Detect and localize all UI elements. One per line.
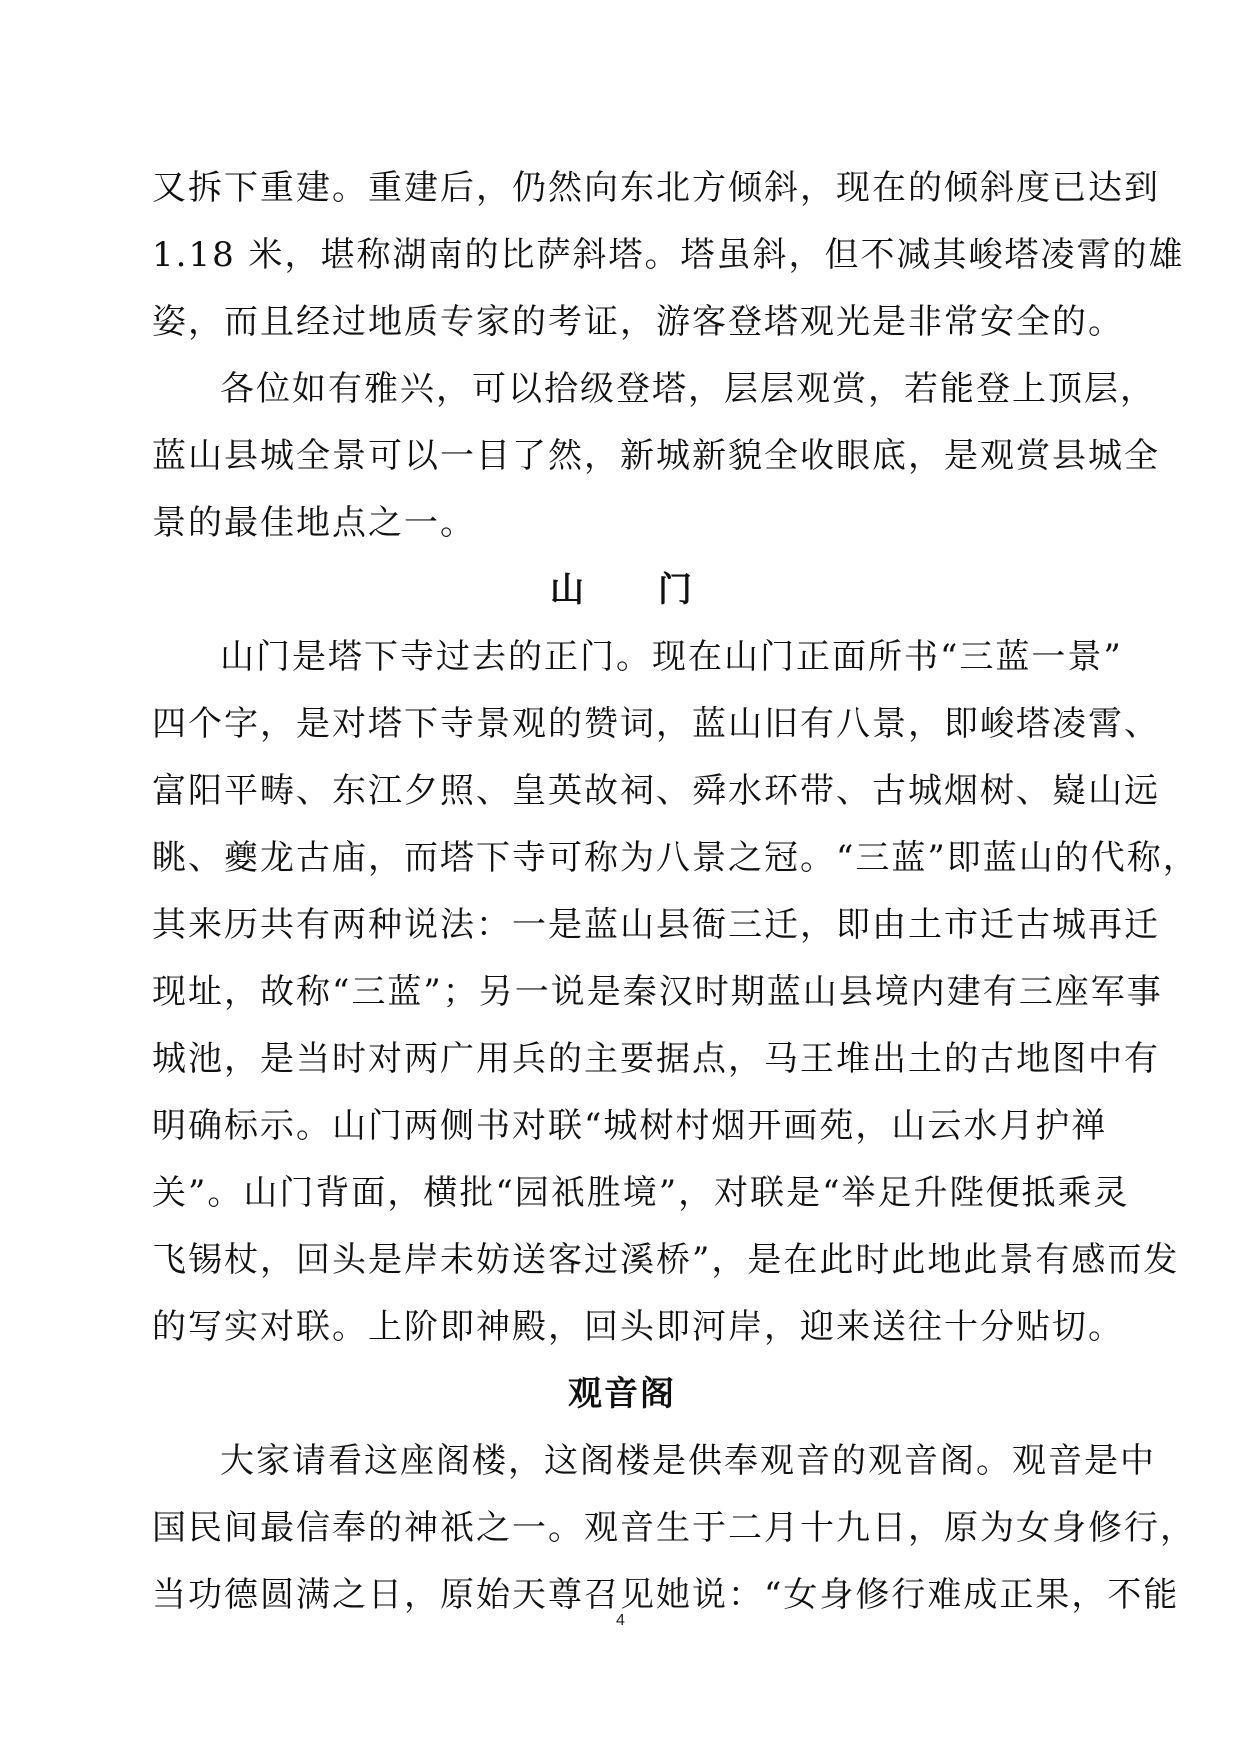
paragraph-line: 富阳平畴、东江夕照、皇英故祠、舜水环带、古城烟树、嶷山远 [152,771,1160,811]
paragraph-line: 当功德圆满之日，原始天尊召见她说：“女身修行难成正果，不能 [152,1575,1180,1615]
paragraph-line: 姿，而且经过地质专家的考证，游客登塔观光是非常安全的。 [152,302,1124,342]
paragraph-line: 景的最佳地点之一。 [152,503,476,543]
paragraph-line: 飞锡杖，回头是岸未妨送客过溪桥”，是在此时此地此景有感而发 [152,1240,1180,1280]
paragraph-line: 四个字，是对塔下寺景观的赞词，蓝山旧有八景，即峻塔凌霄、 [152,704,1160,744]
paragraph-line: 眺、夔龙古庙，而塔下寺可称为八景之冠。“三蓝”即蓝山的代称， [152,838,1199,878]
paragraph-line: 其来历共有两种说法：一是蓝山县衙三迁，即由土市迁古城再迁 [152,905,1160,945]
paragraph-line: 明确标示。山门两侧书对联“城树村烟开画苑，山云水月护禅 [152,1106,1108,1146]
paragraph-line: 国民间最信奉的神祇之一。观音生于二月十九日，原为女身修行， [152,1508,1196,1548]
section-heading-shanmen: 山 门 [550,570,694,610]
paragraph-line: 山门是塔下寺过去的正门。现在山门正面所书“三蓝一景” [220,637,1123,677]
paragraph-line: 的写实对联。上阶即神殿，回头即河岸，迎来送往十分贴切。 [152,1307,1124,1347]
paragraph-line: 关”。山门背面，横批“园祇胜境”，对联是“举足升陛便抵乘灵 [152,1173,1130,1213]
paragraph-line: 蓝山县城全景可以一目了然，新城新貌全收眼底，是观赏县城全 [152,436,1160,476]
paragraph-line: 又拆下重建。重建后，仍然向东北方倾斜，现在的倾斜度已达到 [152,168,1160,208]
section-heading-guanyinge: 观音阁 [568,1374,676,1414]
paragraph-line: 各位如有雅兴，可以拾级登塔，层层观赏，若能登上顶层， [220,369,1156,409]
paragraph-line: 1.18 米，堪称湖南的比萨斜塔。塔虽斜，但不减其峻塔凌霄的雄 [152,235,1185,275]
paragraph-line: 城池，是当时对两广用兵的主要据点，马王堆出土的古地图中有 [152,1039,1160,1079]
page-number: 4 [616,1612,625,1629]
page-body [152,155,1199,1629]
paragraph-line: 现址，故称“三蓝”；另一说是秦汉时期蓝山县境内建有三座军事 [152,972,1163,1012]
paragraph-line: 大家请看这座阁楼，这阁楼是供奉观音的观音阁。观音是中 [220,1441,1156,1481]
